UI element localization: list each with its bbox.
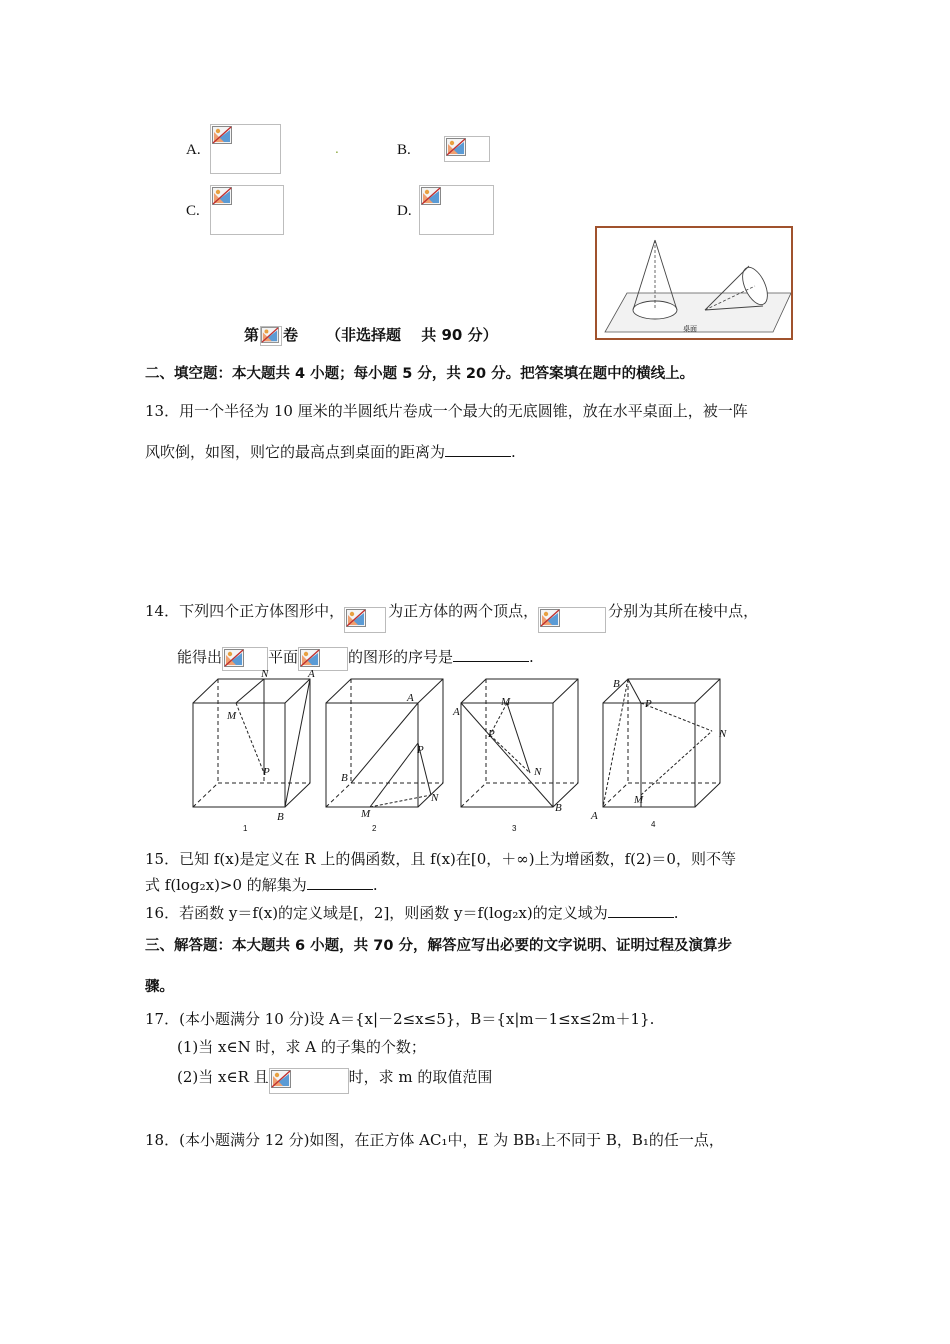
- cube1-label-b: B: [277, 811, 284, 823]
- solve-section-intro-2: 骤。: [145, 979, 174, 995]
- q15-line2: [145, 874, 378, 895]
- image-placeholder-icon: [446, 138, 466, 156]
- cube3-caption: 3: [512, 824, 517, 833]
- cone-figure: [595, 226, 793, 340]
- q16-line1: [145, 902, 678, 923]
- cube4-label-a: A: [591, 810, 598, 822]
- volume-two-header: [244, 324, 498, 346]
- header-prefix: 第: [244, 326, 260, 344]
- cube3-label-a: A: [453, 706, 460, 718]
- cube-4: [603, 679, 720, 807]
- q15-answer-blank: [307, 875, 373, 890]
- q16-answer-blank: [608, 903, 674, 918]
- cube4-caption: 4: [651, 820, 656, 829]
- cube2-label-b: B: [341, 772, 348, 784]
- q17-part2-text-b: 时，求 m 的取值范围: [348, 1068, 493, 1086]
- cone-diagram: [597, 228, 791, 338]
- q15-period: .: [372, 876, 378, 894]
- cube2-label-m: M: [361, 808, 371, 820]
- q14-text-e: 平面: [268, 648, 299, 666]
- q17-condition-image: [269, 1068, 349, 1094]
- image-placeholder-icon: [212, 187, 232, 205]
- cube2-label-n: N: [431, 792, 439, 804]
- cube-2: [326, 679, 443, 807]
- option-a-image: [210, 124, 281, 174]
- image-placeholder-icon: [421, 187, 441, 205]
- q14-text-b: 为正方体的两个顶点，: [388, 602, 539, 620]
- cube3-label-n: N: [534, 766, 542, 778]
- image-placeholder-icon: [261, 327, 279, 343]
- option-b-label: B.: [397, 142, 411, 158]
- cube1-label-n: N: [261, 668, 269, 680]
- cubes-figure: [185, 665, 735, 835]
- fill-section-intro: 二、填空题：本大题共 4 小题；每小题 5 分，共 20 分。把答案填在题中的横线上。: [145, 366, 695, 382]
- cube-1: [193, 679, 310, 807]
- q13-text: 风吹倒，如图，则它的最高点到桌面的距离为: [145, 443, 446, 461]
- cube1-label-m: M: [227, 710, 237, 722]
- header-image: [260, 326, 282, 346]
- q14-image-mnp: [538, 607, 606, 633]
- q17-part2: [177, 1066, 492, 1094]
- q14-text-c: 分别为其所在棱中点，: [608, 602, 759, 620]
- q14-image-ab: [344, 607, 386, 633]
- image-placeholder-icon: [346, 609, 366, 627]
- option-d-label: D.: [397, 203, 412, 219]
- cube1-label-p: P: [263, 766, 270, 778]
- image-placeholder-icon: [271, 1070, 291, 1088]
- cube1-label-a: A: [308, 668, 315, 680]
- header-suffix: 卷: [283, 326, 299, 344]
- cube4-label-b: B: [613, 678, 620, 690]
- q13-line1: 13．用一个半径为 10 厘米的半圆纸片卷成一个最大的无底圆锥，放在水平桌面上，被一阵: [145, 402, 748, 420]
- option-b-image: [444, 136, 490, 162]
- q17-stem: 17．(本小题满分 10 分)设 A＝{x|－2≤x≤5}，B＝{x|m－1≤x≤2m＋1}.: [145, 1010, 655, 1028]
- solve-section-intro-1: 三、解答题：本大题共 6 小题，共 70 分，解答应写出必要的文字说明、证明过程及演算步: [145, 938, 732, 954]
- cube2-label-a: A: [407, 692, 414, 704]
- cube3-label-m: M: [501, 696, 511, 708]
- q13-line2: [145, 441, 516, 462]
- q16-period: .: [673, 904, 679, 922]
- q15-line1: 15．已知 f(x)是定义在 R 上的偶函数，且 f(x)在[0，＋∞)上为增函数，f(2)＝0，则不等: [145, 850, 736, 868]
- option-c-image: [210, 185, 284, 235]
- q14-text-a: 14．下列四个正方体图形中，: [145, 602, 345, 620]
- option-d-image: [419, 185, 494, 235]
- cube-3: [461, 679, 578, 807]
- q14-line1: [145, 600, 758, 633]
- table-label: 桌面: [683, 326, 697, 333]
- q16-text: 16．若函数 y＝f(x)的定义域是[，2]，则函数 y＝f(log₂x)的定义域为: [145, 904, 608, 922]
- cube1-caption: 1: [243, 824, 248, 833]
- option-a-label: A.: [186, 142, 201, 158]
- cube4-label-n: N: [719, 728, 727, 740]
- cube3-label-p: P: [488, 728, 495, 740]
- cube2-label-p: P: [417, 744, 424, 756]
- q14-text-f: 的图形的序号是: [348, 648, 454, 666]
- image-placeholder-icon: [540, 609, 560, 627]
- q13-period: .: [511, 443, 516, 461]
- q18-stem: 18．(本小题满分 12 分)如图，在正方体 AC₁中，E 为 BB₁上不同于 B，B₁的任一点，: [145, 1131, 724, 1149]
- q13-answer-blank: [445, 442, 511, 457]
- image-placeholder-icon: [212, 126, 232, 144]
- q14-period: .: [529, 648, 534, 666]
- cube4-label-p: P: [645, 698, 652, 710]
- header-title: （非选择题 共 90 分）: [326, 326, 498, 344]
- q17-part2-text-a: (2)当 x∈R 且: [177, 1068, 269, 1086]
- option-c-label: C.: [186, 203, 200, 219]
- cube2-caption: 2: [372, 824, 377, 833]
- q15-text: 式 f(log₂x)>0 的解集为: [145, 876, 307, 894]
- q17-part1: (1)当 x∈N 时，求 A 的子集的个数；: [177, 1038, 426, 1056]
- q14-text-d: 能得出: [177, 648, 223, 666]
- cube4-label-m: M: [634, 794, 644, 806]
- cube3-label-b: B: [555, 802, 562, 814]
- stray-dot: .: [335, 142, 339, 156]
- q14-answer-blank: [453, 647, 529, 662]
